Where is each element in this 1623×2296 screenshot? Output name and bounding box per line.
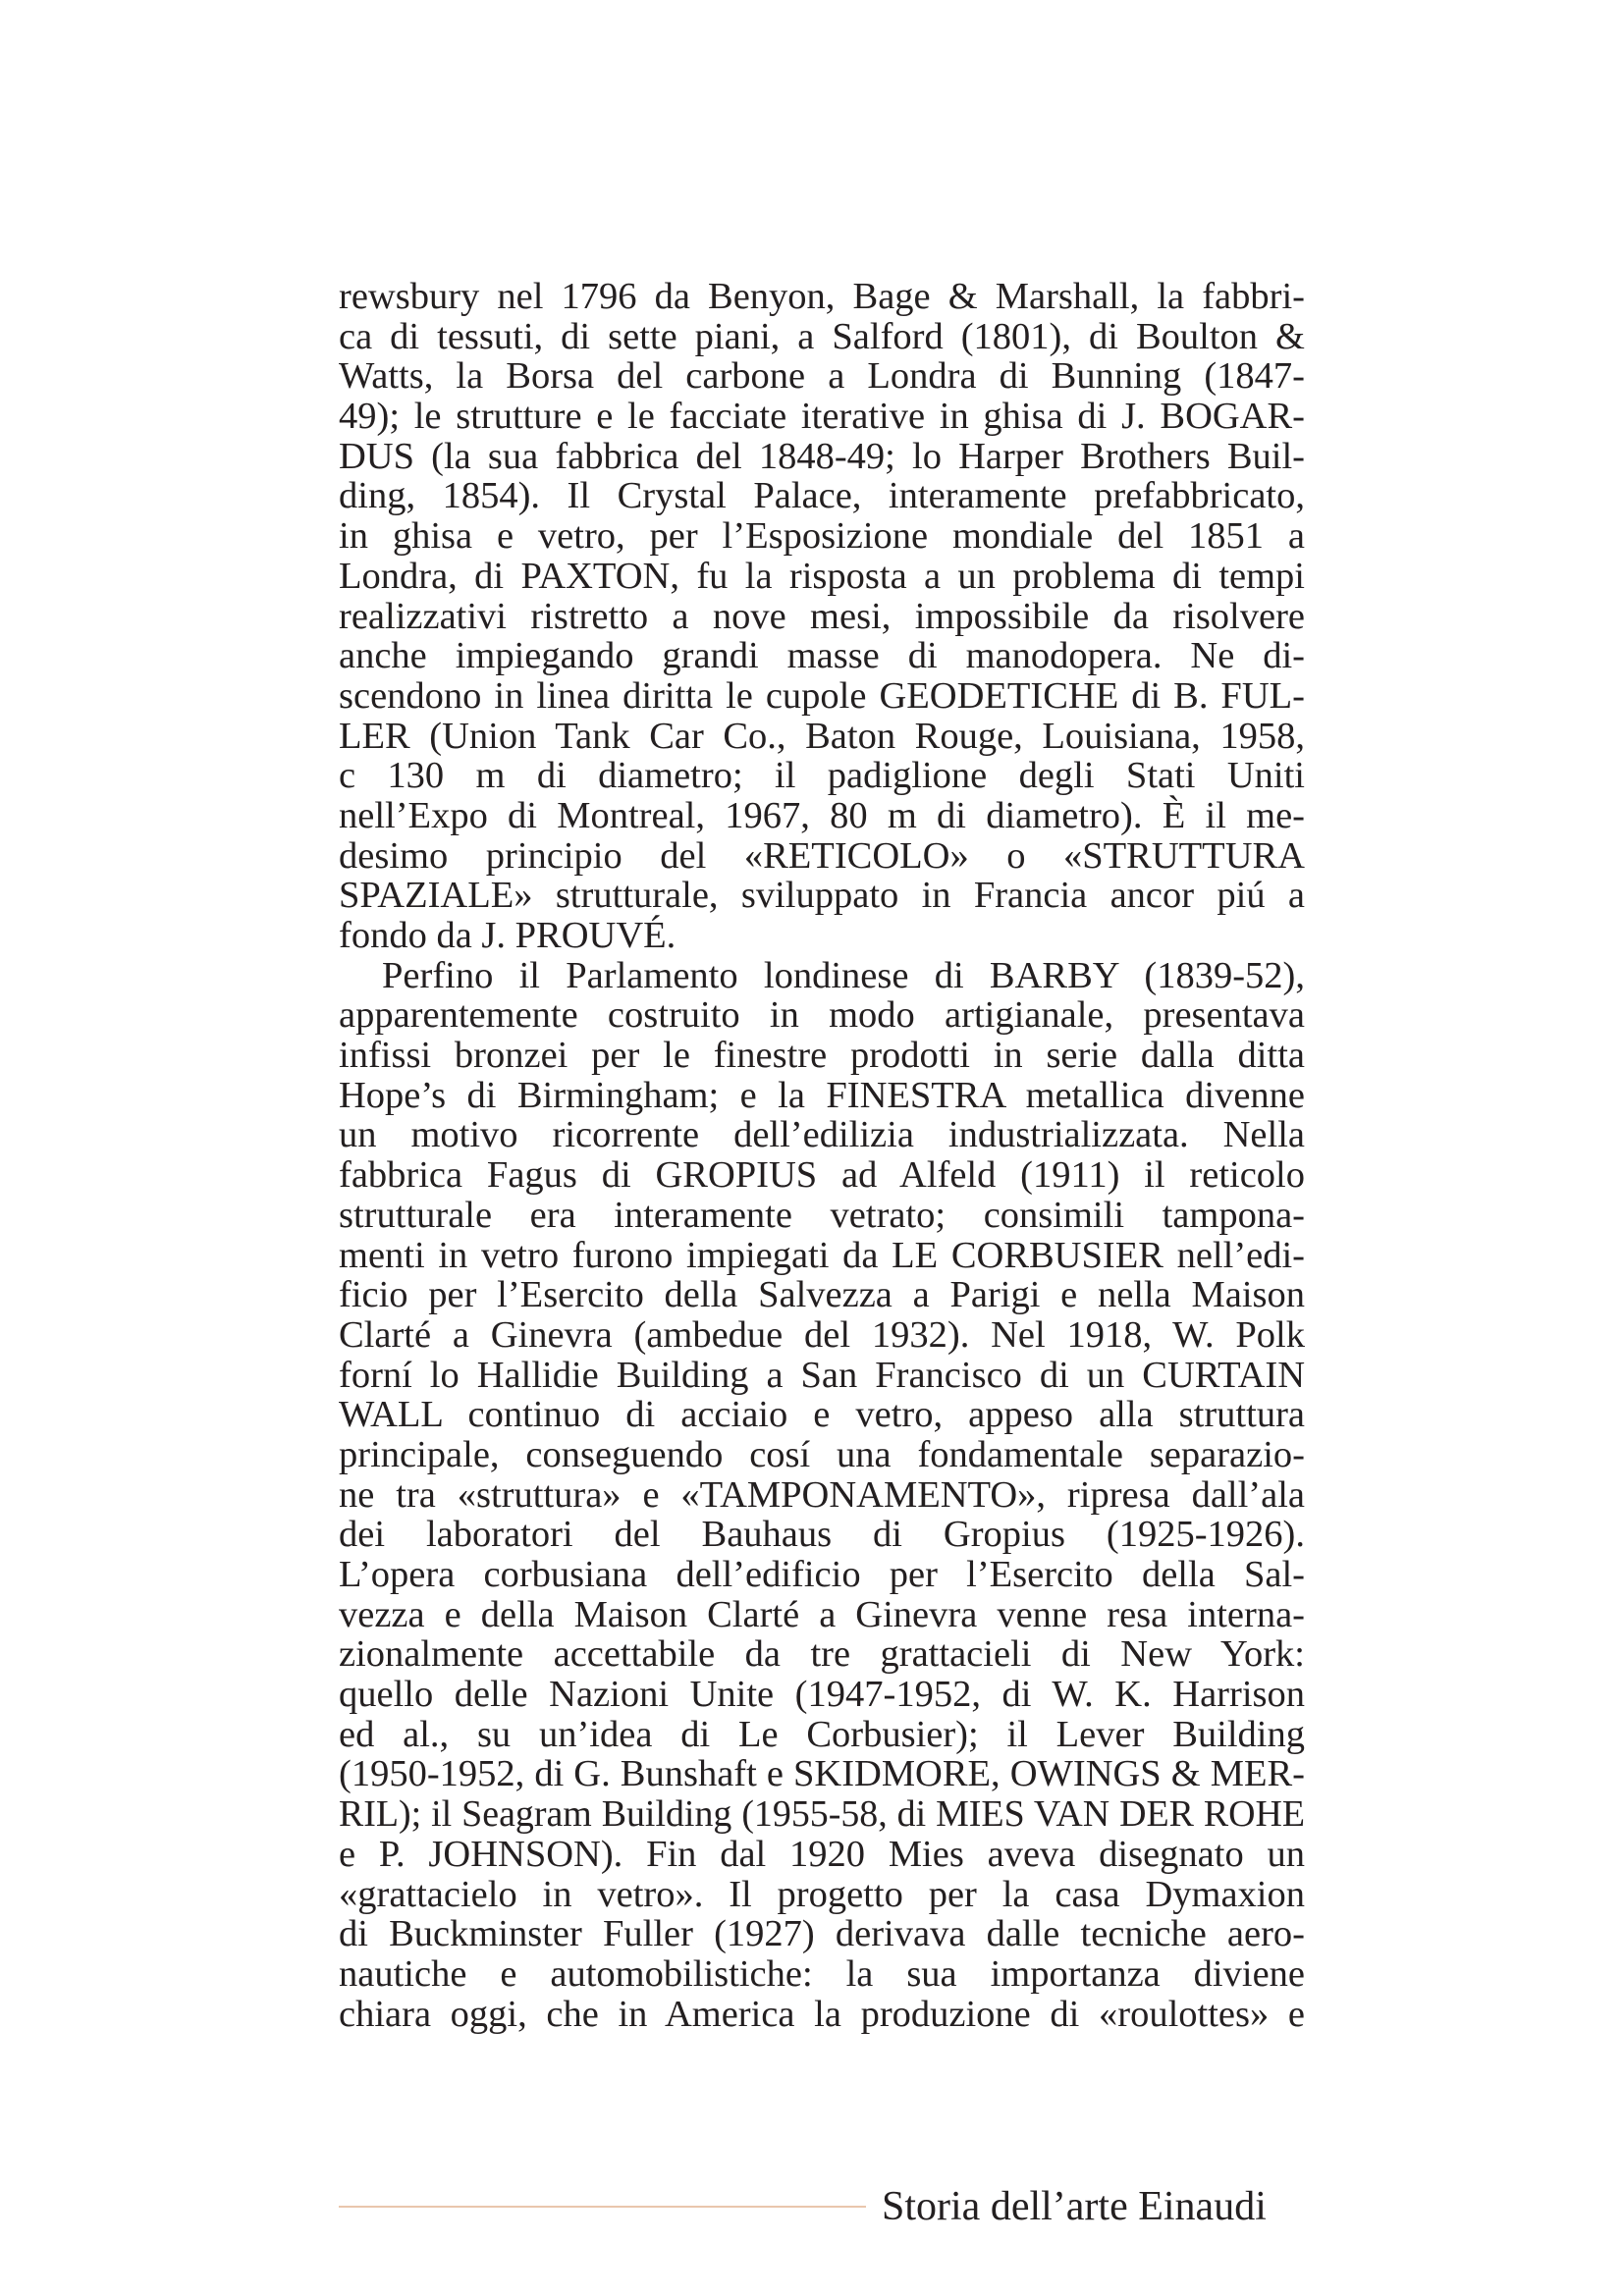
text-line: LER (Union Tank Car Co., Baton Rouge, Louisiana, 1958, bbox=[339, 715, 1305, 757]
text-line: di Buckminster Fuller (1927) derivava dalle tecniche aero- bbox=[339, 1913, 1305, 1955]
text-line: dei laboratori del Bauhaus di Gropius (1925-1926). bbox=[339, 1514, 1305, 1556]
footer-title: Storia dell’arte Einaudi bbox=[882, 2184, 1267, 2229]
text-line: infissi bronzei per le finestre prodotti in serie dalla ditta bbox=[339, 1035, 1305, 1077]
text-line: nell’Expo di Montreal, 1967, 80 m di diametro). È il me- bbox=[339, 794, 1305, 836]
text-line: in ghisa e vetro, per l’Esposizione mondiale del 1851 a bbox=[339, 515, 1305, 558]
text-line: Londra, di PAXTON, fu la risposta a un problema di tempi bbox=[339, 555, 1305, 597]
text-line: chiara oggi, che in America la produzione di «roulottes» e bbox=[339, 1993, 1305, 2035]
text-line: strutturale era interamente vetrato; consimili tampona- bbox=[339, 1194, 1305, 1236]
text-line: Hope’s di Birmingham; e la FINESTRA metallica divenne bbox=[339, 1074, 1305, 1116]
text-line: rewsbury nel 1796 da Benyon, Bage & Marshall, la fabbri- bbox=[339, 276, 1305, 317]
text-line: ding, 1854). Il Crystal Palace, interamente prefabbricato, bbox=[339, 475, 1305, 517]
text-line: un motivo ricorrente dell’edilizia industrializzata. Nella bbox=[339, 1114, 1305, 1156]
text-line: ne tra «struttura» e «TAMPONAMENTO», ripresa dall’ala bbox=[339, 1473, 1305, 1516]
text-line: desimo principio del «RETICOLO» o «STRUTTURA bbox=[339, 834, 1305, 877]
text-line: realizzativi ristretto a nove mesi, impossibile da risolvere bbox=[339, 595, 1305, 637]
text-line: L’opera corbusiana dell’edificio per l’Esercito della Sal- bbox=[339, 1554, 1305, 1595]
text-line: fondo da J. PROUVÉ. bbox=[339, 915, 676, 956]
text-line: menti in vetro furono impiegati da LE CORBUSIER nell’edi- bbox=[339, 1234, 1305, 1276]
text-line: vezza e della Maison Clarté a Ginevra venne resa interna- bbox=[339, 1593, 1305, 1635]
text-line: nautiche e automobilistiche: la sua importanza diviene bbox=[339, 1952, 1305, 1995]
text-line: c 130 m di diametro; il padiglione degli Stati Uniti bbox=[339, 755, 1305, 797]
text-line: ca di tessuti, di sette piani, a Salford (1801), di Boulton & bbox=[339, 315, 1305, 357]
text-line: ed al., su un’idea di Le Corbusier); il Lever Building bbox=[339, 1713, 1305, 1755]
text-line: principale, conseguendo cosí una fondamentale separazio- bbox=[339, 1433, 1305, 1475]
body-text bbox=[339, 277, 1305, 2034]
text-line: (1950-1952, di G. Bunshaft e SKIDMORE, OWINGS & MER- bbox=[339, 1753, 1305, 1795]
text-line: fabbrica Fagus di GROPIUS ad Alfeld (1911) il reticolo bbox=[339, 1154, 1305, 1197]
text-line: forní lo Hallidie Building a San Francisco di un CURTAIN bbox=[339, 1354, 1305, 1396]
text-line: 49); le strutture e le facciate iterative in ghisa di J. BOGAR- bbox=[339, 396, 1305, 438]
text-line: quello delle Nazioni Unite (1947-1952, di W. K. Harrison bbox=[339, 1674, 1305, 1716]
text-line: «grattacielo in vetro». Il progetto per la casa Dymaxion bbox=[339, 1873, 1305, 1915]
text-line: Clarté a Ginevra (ambedue del 1932). Nel 1918, W. Polk bbox=[339, 1313, 1305, 1356]
text-line: DUS (la sua fabbrica del 1848-49; lo Harper Brothers Buil- bbox=[339, 435, 1305, 477]
text-line: ficio per l’Esercito della Salvezza a Parigi e nella Maison bbox=[339, 1274, 1305, 1316]
text-line: Watts, la Borsa del carbone a Londra di Bunning (1847- bbox=[339, 355, 1305, 398]
footer-rule bbox=[339, 2206, 866, 2208]
text-line: apparentemente costruito in modo artigianale, presentava bbox=[339, 994, 1305, 1037]
text-line: anche impiegando grandi masse di manodopera. Ne di- bbox=[339, 635, 1305, 677]
text-line: RIL); il Seagram Building (1955-58, di MIES VAN DER ROHE bbox=[339, 1793, 1305, 1836]
text-line: SPAZIALE» strutturale, sviluppato in Francia ancor piú a bbox=[339, 875, 1305, 917]
text-line: zionalmente accettabile da tre grattacieli di New York: bbox=[339, 1633, 1305, 1676]
text-line: e P. JOHNSON). Fin dal 1920 Mies aveva disegnato un bbox=[339, 1833, 1305, 1875]
text-line: WALL continuo di acciaio e vetro, appeso alla struttura bbox=[339, 1394, 1305, 1436]
text-line: scendono in linea diritta le cupole GEODETICHE di B. FUL- bbox=[339, 674, 1305, 717]
text-line: Perfino il Parlamento londinese di BARBY (1839-52), bbox=[382, 954, 1305, 996]
